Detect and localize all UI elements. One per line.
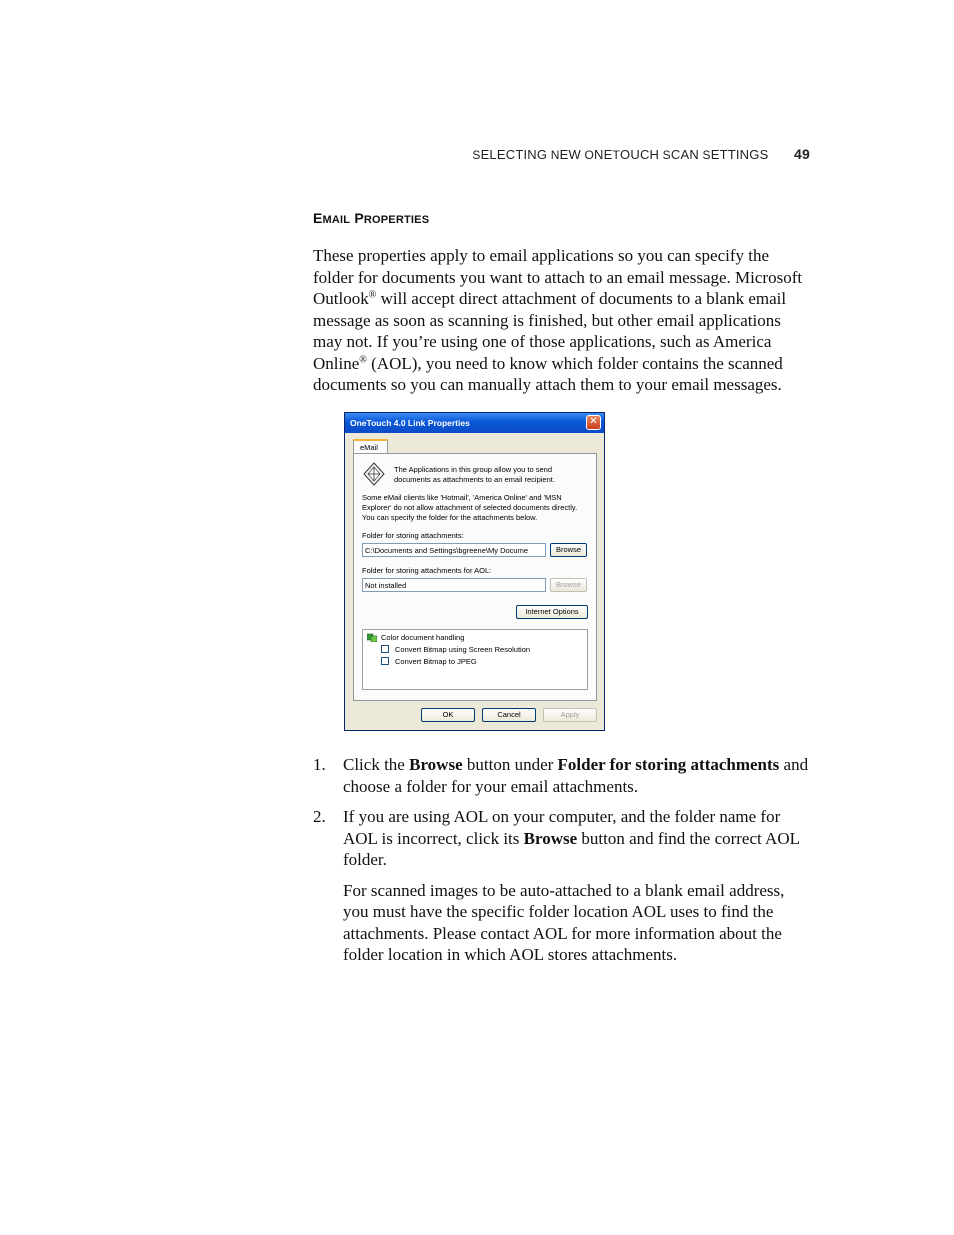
close-button[interactable]	[586, 415, 601, 430]
ok-button[interactable]: OK	[421, 708, 475, 722]
color-document-group	[362, 629, 588, 690]
jpeg-checkbox[interactable]	[381, 657, 389, 665]
clients-note-text: Some eMail clients like 'Hotmail', 'America Online' and 'MSN Explorer' do not allow attachment of selected documents directly. You can specify the folder for the attachments below.	[362, 493, 578, 522]
steps-list	[313, 754, 813, 975]
step-note: For scanned images to be auto-attached to a blank email address, you must have the specific folder location AOL uses to find the attachments. Please contact AOL for more information about the folder location in which AOL stores attachments.	[343, 880, 785, 964]
internet-options-button[interactable]: Internet Options	[516, 605, 588, 619]
color-document-icon	[367, 633, 377, 642]
browse-button[interactable]: Browse	[550, 543, 587, 557]
step-number: 1.	[313, 755, 326, 774]
intro-paragraph: These properties apply to email applications so you can specify the folder for documents you want to attach to an email message. Microsoft Outlook® will accept direct attachment of documents to a blank email message as soon as scanning is finished, but other email applications may not. If you’re using one of those applications, such as America Online® (AOL), you need to know which folder contains the scanned documents so you can manually attach them to your email messages.	[313, 246, 803, 394]
header-text: SELECTING NEW ONETOUCH SCAN SETTINGS	[472, 147, 769, 162]
step-text: If you are using AOL on your computer, and the folder name for AOL is incorrect, click its Browse button and find the correct AOL folder.	[343, 807, 800, 869]
screen-resolution-label: Convert Bitmap using Screen Resolution	[395, 645, 531, 654]
page-number: 49	[794, 146, 810, 162]
folder-label: Folder for storing attachments:	[362, 531, 464, 540]
dialog-title: OneTouch 4.0 Link Properties	[350, 418, 470, 428]
dialog-titlebar[interactable]	[345, 413, 604, 433]
email-app-icon	[363, 462, 385, 486]
tab-email[interactable]: eMail	[353, 439, 388, 454]
email-panel	[353, 453, 597, 701]
aol-folder-label: Folder for storing attachments for AOL:	[362, 566, 492, 575]
group-title: Color document handling	[381, 633, 465, 642]
apply-button[interactable]: Apply	[543, 708, 597, 722]
screen-resolution-checkbox[interactable]	[381, 645, 389, 653]
aol-folder-field[interactable]: Not installed	[362, 578, 546, 592]
jpeg-label: Convert Bitmap to JPEG	[395, 657, 477, 666]
close-icon: ✕	[589, 416, 598, 427]
list-item	[313, 754, 813, 797]
list-item	[313, 806, 813, 966]
step-text: Click the Browse button under Folder for storing attachments and choose a folder for your email attachments.	[343, 755, 809, 796]
section-title: EMAIL PROPERTIES	[313, 210, 430, 226]
description-text: The Applications in this group allow you to send documents as attachments to an email recipient.	[394, 465, 555, 484]
cancel-button[interactable]: Cancel	[482, 708, 536, 722]
step-number: 2.	[313, 807, 326, 826]
aol-browse-button[interactable]: Browse	[550, 578, 587, 592]
running-header	[440, 146, 810, 162]
folder-field[interactable]: C:\Documents and Settings\bgreene\My Docume	[362, 543, 546, 557]
properties-dialog	[344, 412, 605, 731]
